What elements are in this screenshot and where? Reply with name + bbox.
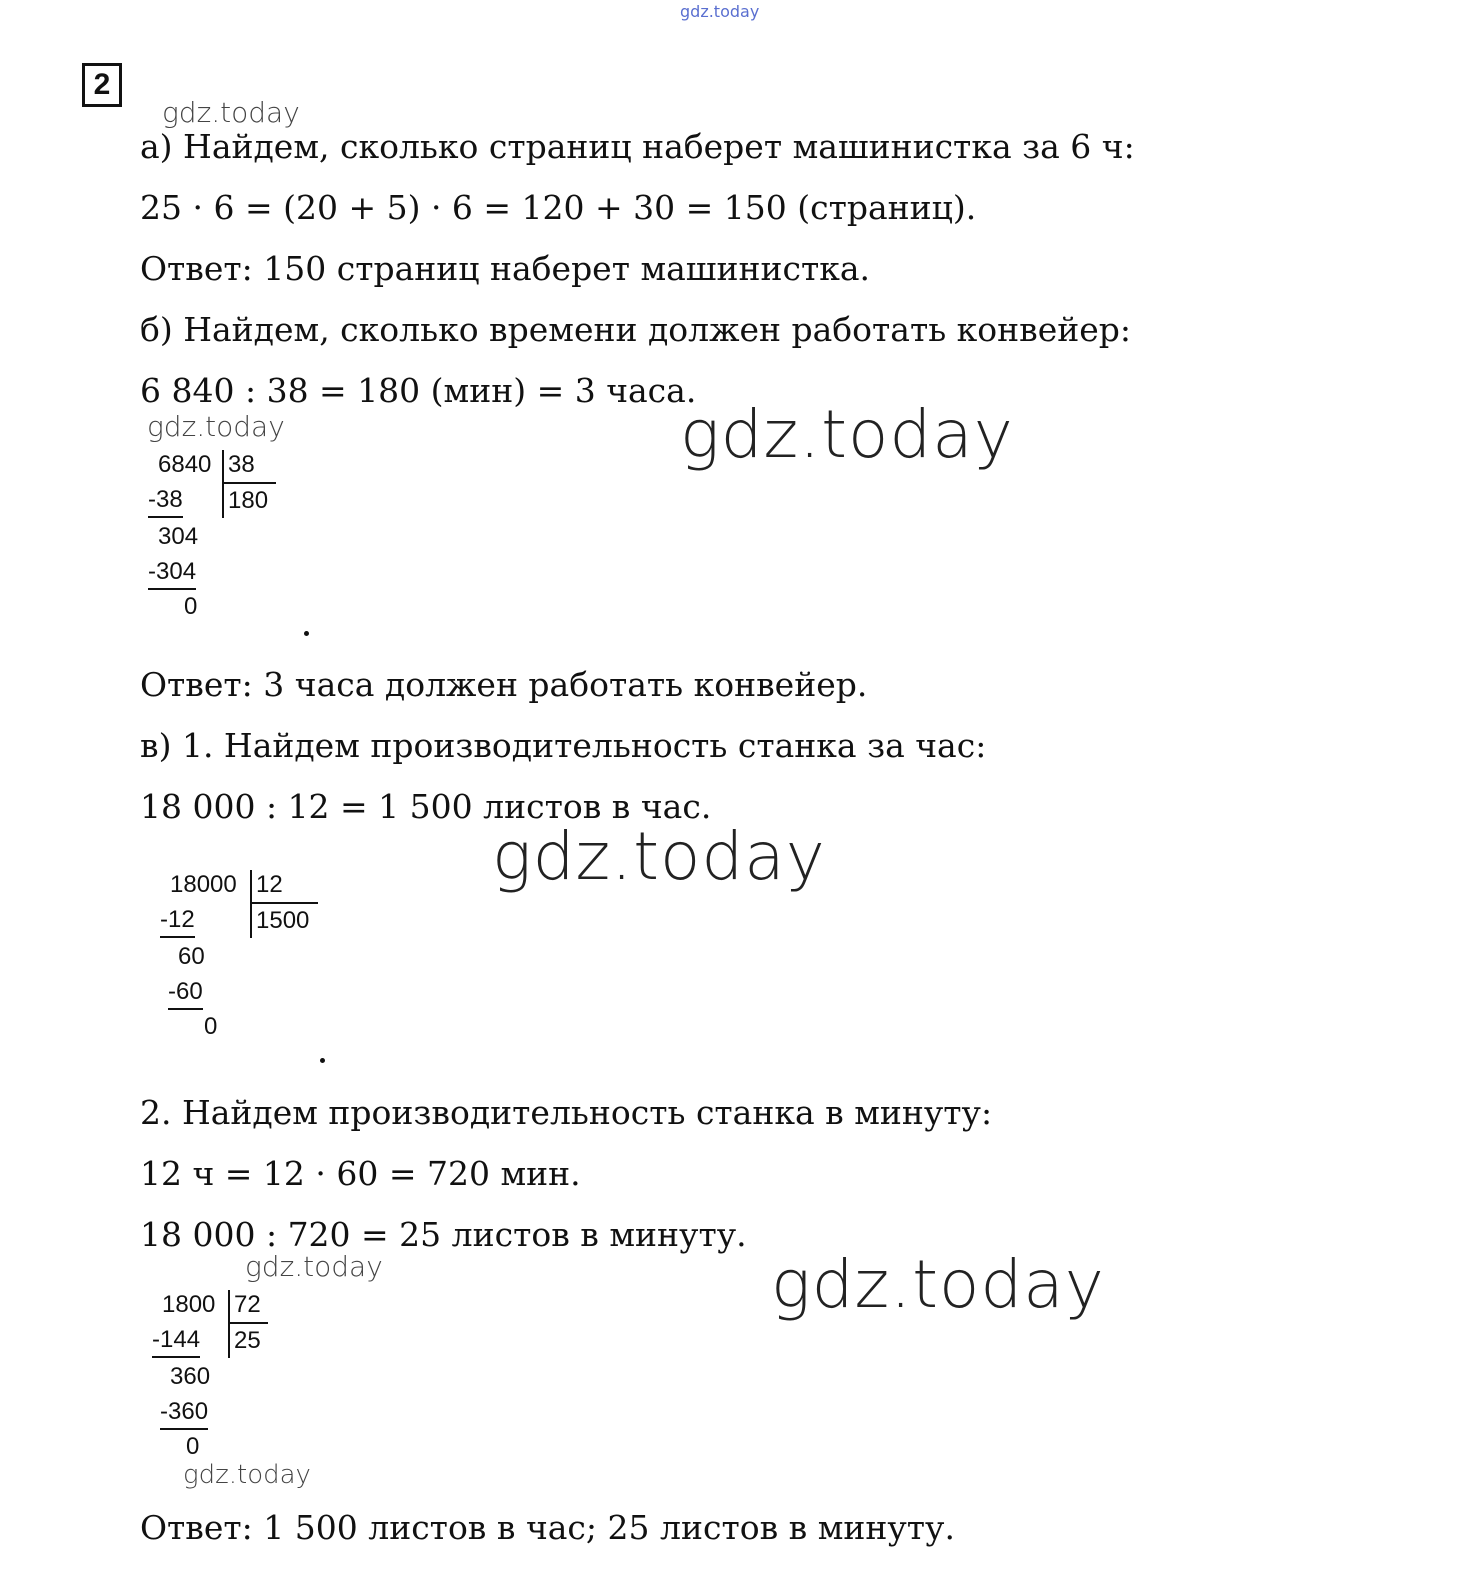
watermark-top: gdz.today [680, 2, 760, 21]
watermark-large: gdz.today [492, 818, 826, 895]
divisor: 38 [228, 451, 255, 478]
step-subtract: -144 [152, 1326, 200, 1358]
division-bar [222, 450, 224, 518]
divisor: 12 [256, 871, 283, 898]
watermark-small: gdz.today [183, 1460, 311, 1490]
step-subtract: -304 [148, 558, 196, 590]
dividend: 6840 [158, 451, 212, 478]
part-v-calculation-2: 18 000 : 720 = 25 листов в минуту. [140, 1215, 747, 1254]
watermark-small: gdz.today [147, 410, 285, 443]
dot [304, 631, 309, 636]
part-v-answer: Ответ: 1 500 листов в час; 25 листов в минуту. [140, 1508, 955, 1547]
step-subtract: -60 [168, 978, 203, 1010]
division-line [250, 902, 318, 904]
watermark-small: gdz.today [245, 1250, 383, 1283]
dividend: 1800 [162, 1291, 216, 1318]
part-b-title: б) Найдем, сколько времени должен работать конвейер: [140, 310, 1132, 349]
part-a-answer: Ответ: 150 страниц наберет машинистка. [140, 249, 870, 288]
part-a-title: а) Найдем, сколько страниц наберет машинистка за 6 ч: [140, 127, 1135, 166]
divisor: 72 [234, 1291, 261, 1318]
part-b-answer: Ответ: 3 часа должен работать конвейер. [140, 665, 868, 704]
long-division-1800-by-72 [152, 1290, 282, 1465]
dividend: 18000 [170, 871, 237, 898]
step-remainder: 304 [158, 523, 199, 550]
division-bar [250, 870, 252, 938]
watermark-large: gdz.today [680, 396, 1014, 473]
step-subtract: -12 [160, 906, 195, 938]
watermark-small: gdz.today [162, 96, 300, 129]
division-line [222, 482, 276, 484]
long-division-6840-by-38 [148, 450, 288, 625]
quotient: 25 [234, 1327, 261, 1354]
problem-number: 2 [82, 63, 122, 107]
quotient: 180 [228, 487, 269, 514]
watermark-large: gdz.today [771, 1246, 1105, 1323]
division-line [228, 1322, 268, 1324]
step-subtract: -360 [160, 1398, 208, 1430]
step-remainder: 60 [178, 943, 205, 970]
division-bar [228, 1290, 230, 1358]
part-a-calculation: 25 · 6 = (20 + 5) · 6 = 120 + 30 = 150 (страниц). [140, 188, 977, 227]
part-v-conversion: 12 ч = 12 · 60 = 720 мин. [140, 1154, 581, 1193]
part-v-step-2: 2. Найдем производительность станка в минуту: [140, 1093, 993, 1132]
long-division-18000-by-12 [160, 870, 330, 1045]
final-remainder: 0 [204, 1013, 218, 1040]
part-v-calculation-1: 18 000 : 12 = 1 500 листов в час. [140, 787, 712, 826]
final-remainder: 0 [186, 1433, 200, 1460]
step-remainder: 360 [170, 1363, 211, 1390]
part-b-calculation: 6 840 : 38 = 180 (мин) = 3 часа. [140, 371, 697, 410]
step-subtract: -38 [148, 486, 183, 518]
quotient: 1500 [256, 907, 310, 934]
final-remainder: 0 [184, 593, 198, 620]
part-v-title: в) 1. Найдем производительность станка за час: [140, 726, 987, 765]
dot [320, 1058, 325, 1063]
